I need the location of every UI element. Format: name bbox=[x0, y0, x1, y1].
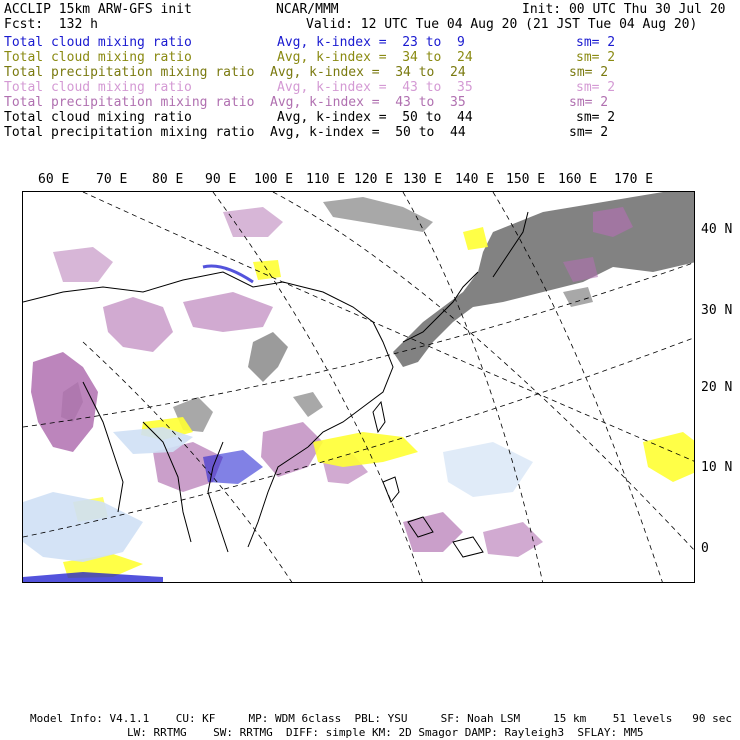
legend-avg: Avg, k-index = 43 to 35 bbox=[270, 95, 466, 110]
legend-avg: Avg, k-index = 34 to 24 bbox=[277, 50, 473, 65]
legend-field: Total precipitation mixing ratio bbox=[4, 65, 255, 80]
lat-label: 20 N bbox=[701, 380, 733, 395]
header-valid: Valid: 12 UTC Tue 04 Aug 20 (21 JST Tue 04 Aug 20) bbox=[306, 17, 698, 32]
legend-field: Total cloud mixing ratio bbox=[4, 35, 192, 50]
yellow-cloud-layer bbox=[63, 227, 695, 578]
header-init: Init: 00 UTC Thu 30 Jul 20 bbox=[522, 2, 726, 17]
lon-label: 130 E bbox=[403, 172, 443, 187]
legend-avg: Avg, k-index = 23 to 9 bbox=[277, 35, 465, 50]
header-org: NCAR/MMM bbox=[276, 2, 339, 17]
forecast-map bbox=[22, 191, 695, 583]
footer-physics-info: LW: RRTMG SW: RRTMG DIFF: simple KM: 2D Smagor DAMP: Rayleigh3 SFLAY: MM5 bbox=[127, 726, 644, 739]
lon-label: 70 E bbox=[96, 172, 128, 187]
legend-avg: Avg, k-index = 50 to 44 bbox=[270, 125, 466, 140]
lon-label: 170 E bbox=[614, 172, 654, 187]
legend-sm: sm= 2 bbox=[569, 125, 609, 140]
legend-field: Total cloud mixing ratio bbox=[4, 50, 192, 65]
legend-sm: sm= 2 bbox=[576, 110, 616, 125]
legend-field: Total cloud mixing ratio bbox=[4, 110, 192, 125]
lon-label: 160 E bbox=[558, 172, 598, 187]
legend-field: Total cloud mixing ratio bbox=[4, 80, 192, 95]
lon-label: 60 E bbox=[38, 172, 70, 187]
lat-label: 30 N bbox=[701, 303, 733, 318]
legend-avg: Avg, k-index = 43 to 35 bbox=[277, 80, 473, 95]
lon-label: 120 E bbox=[354, 172, 394, 187]
lon-label: 80 E bbox=[152, 172, 184, 187]
header-forecast: Fcst: 132 h bbox=[4, 17, 98, 32]
legend-field: Total precipitation mixing ratio bbox=[4, 125, 255, 140]
lon-label: 140 E bbox=[455, 172, 495, 187]
header-title: ACCLIP 15km ARW-GFS init bbox=[4, 2, 192, 17]
legend-sm: sm= 2 bbox=[576, 50, 616, 65]
lon-label: 150 E bbox=[506, 172, 546, 187]
lon-label: 90 E bbox=[205, 172, 237, 187]
lat-label: 40 N bbox=[701, 222, 733, 237]
lat-label: 0 bbox=[701, 541, 709, 556]
lat-label: 10 N bbox=[701, 460, 733, 475]
legend-sm: sm= 2 bbox=[576, 80, 616, 95]
legend-sm: sm= 2 bbox=[576, 35, 616, 50]
legend-field: Total precipitation mixing ratio bbox=[4, 95, 255, 110]
legend-avg: Avg, k-index = 34 to 24 bbox=[270, 65, 466, 80]
lon-label: 110 E bbox=[306, 172, 346, 187]
legend-sm: sm= 2 bbox=[569, 95, 609, 110]
lon-label: 100 E bbox=[254, 172, 294, 187]
legend-sm: sm= 2 bbox=[569, 65, 609, 80]
footer-model-info: Model Info: V4.1.1 CU: KF MP: WDM 6class PBL: YSU SF: Noah LSM 15 km 51 levels 90 sec bbox=[30, 712, 732, 725]
legend-avg: Avg, k-index = 50 to 44 bbox=[277, 110, 473, 125]
map-canvas bbox=[23, 192, 695, 583]
